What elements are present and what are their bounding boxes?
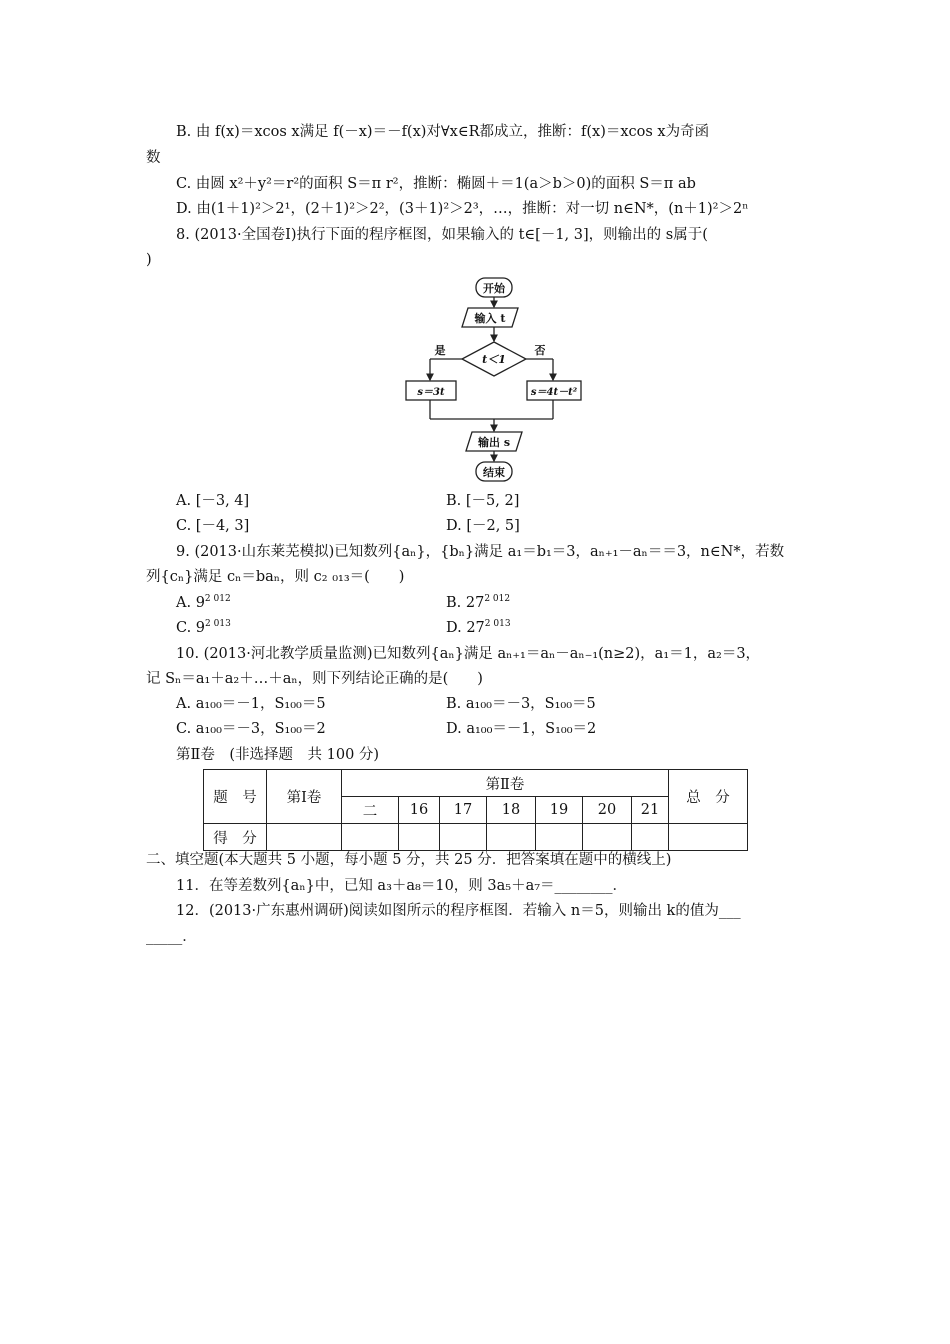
- q12-text-line1: 12．(2013·广东惠州调研)阅读如图所示的程序框图．若输入 n＝5，则输出 k的值为___: [176, 903, 741, 919]
- q9-stem-line1: 9. (2013·山东莱芜模拟)已知数列{aₙ}，{bₙ}满足 a₁＝b₁＝3，aₙ₊₁－aₙ＝＝3，n∈N*，若数: [176, 544, 785, 560]
- score-table-col: 16: [399, 797, 440, 824]
- flow-input-label: 输入 t: [474, 312, 506, 325]
- q10-stem-line1: 10. (2013·河北教学质量监测)已知数列{aₙ}满足 aₙ₊₁＝aₙ－aₙ₋₁(n≥2)，a₁＝1，a₂＝3，: [176, 646, 761, 662]
- q8-option-a: A. [－3, 4]: [176, 493, 250, 509]
- q10-option-a: A. a₁₀₀＝－1，S₁₀₀＝5: [176, 696, 326, 712]
- q10-option-d: D. a₁₀₀＝－1，S₁₀₀＝2: [446, 721, 597, 737]
- q8-flowchart: [400, 276, 590, 486]
- q9-stem-line2: 列{cₙ}满足 cₙ＝baₙ，则 c₂ ₀₁₃＝( ): [146, 569, 405, 585]
- q8-stem-line1: 8. (2013·全国卷Ⅰ)执行下面的程序框图，如果输入的 t∈[－1, 3]，则输出的 s属于(: [176, 227, 708, 243]
- score-cell: [583, 824, 632, 851]
- flow-end-label: 结束: [483, 466, 505, 479]
- q10-stem-line2: 记 Sₙ＝a₁＋a₂＋…＋aₙ，则下列结论正确的是( ): [146, 671, 483, 687]
- q8-option-d: D. [－2, 5]: [446, 518, 520, 534]
- q8-option-b: B. [－5, 2]: [446, 493, 520, 509]
- flow-yes-label: 是: [434, 344, 446, 357]
- flow-start-label: 开始: [483, 282, 505, 295]
- score-table-header-total: 总 分: [669, 770, 748, 824]
- q9-option-c: C. $9^{2 013}$: [176, 619, 231, 636]
- score-table-header-num: 题 号: [204, 770, 267, 824]
- q10-option-b: B. a₁₀₀＝－3，S₁₀₀＝5: [446, 696, 596, 712]
- score-cell: [399, 824, 440, 851]
- score-cell: [487, 824, 536, 851]
- section2-heading: 二、填空题(本大题共 5 小题，每小题 5 分，共 25 分．把答案填在题中的横线上): [146, 852, 672, 868]
- q7-option-d: D. 由(1＋1)²＞2¹，(2＋1)²＞2²，(3＋1)²＞2³，…，推断：对一切 n∈N*，(n＋1)²＞2ⁿ: [176, 201, 749, 217]
- flow-condition-label: t＜1: [482, 353, 506, 366]
- q8-stem-line2: ): [146, 252, 152, 268]
- q7-option-b-line2: 数: [146, 150, 161, 166]
- score-table: [203, 769, 748, 851]
- flow-no-label: 否: [534, 344, 546, 357]
- score-table-row-label: 得 分: [204, 824, 267, 851]
- score-cell: [342, 824, 399, 851]
- q10-option-c: C. a₁₀₀＝－3，S₁₀₀＝2: [176, 721, 326, 737]
- score-cell: [440, 824, 487, 851]
- q7-option-b-line1: B. 由 f(x)＝xcos x满足 f(－x)＝－f(x)对∀x∈R都成立，推断：f(x)＝xcos x为奇函: [176, 124, 710, 140]
- q7-option-c: C. 由圆 x²＋y²＝r²的面积 S＝π r²，推断：椭圆＋＝1(a＞b＞0)的面积 S＝π ab: [176, 176, 696, 192]
- part2-title: 第Ⅱ卷 (非选择题 共 100 分): [176, 747, 380, 763]
- q11-text: 11．在等差数列{aₙ}中，已知 a₃＋a₈＝10，则 3a₅＋a₇＝________．: [176, 878, 628, 894]
- q9-option-b: B. $27^{2 012}$: [446, 594, 511, 611]
- score-table-header-part2: 第Ⅱ卷: [342, 770, 669, 797]
- flow-left-process-label: s＝3t: [417, 387, 445, 398]
- score-cell-total: [669, 824, 748, 851]
- flow-right-process-label: s＝4t－t²: [530, 387, 578, 398]
- score-table-col: 21: [632, 797, 669, 824]
- score-cell-part1: [267, 824, 342, 851]
- score-table-col: 17: [440, 797, 487, 824]
- score-table-col: 20: [583, 797, 632, 824]
- q9-option-a: A. $9^{2 012}$: [176, 594, 231, 611]
- q9-option-d: D. $27^{2 013}$: [446, 619, 511, 636]
- score-table-col: 19: [536, 797, 583, 824]
- score-table-col: 18: [487, 797, 536, 824]
- flow-output-label: 输出 s: [477, 436, 511, 449]
- q8-option-c: C. [－4, 3]: [176, 518, 250, 534]
- score-table-header-part1: 第Ⅰ卷: [267, 770, 342, 824]
- q12-text-line2: _____．: [146, 929, 197, 945]
- score-cell: [632, 824, 669, 851]
- score-table-col: 二: [342, 797, 399, 824]
- score-cell: [536, 824, 583, 851]
